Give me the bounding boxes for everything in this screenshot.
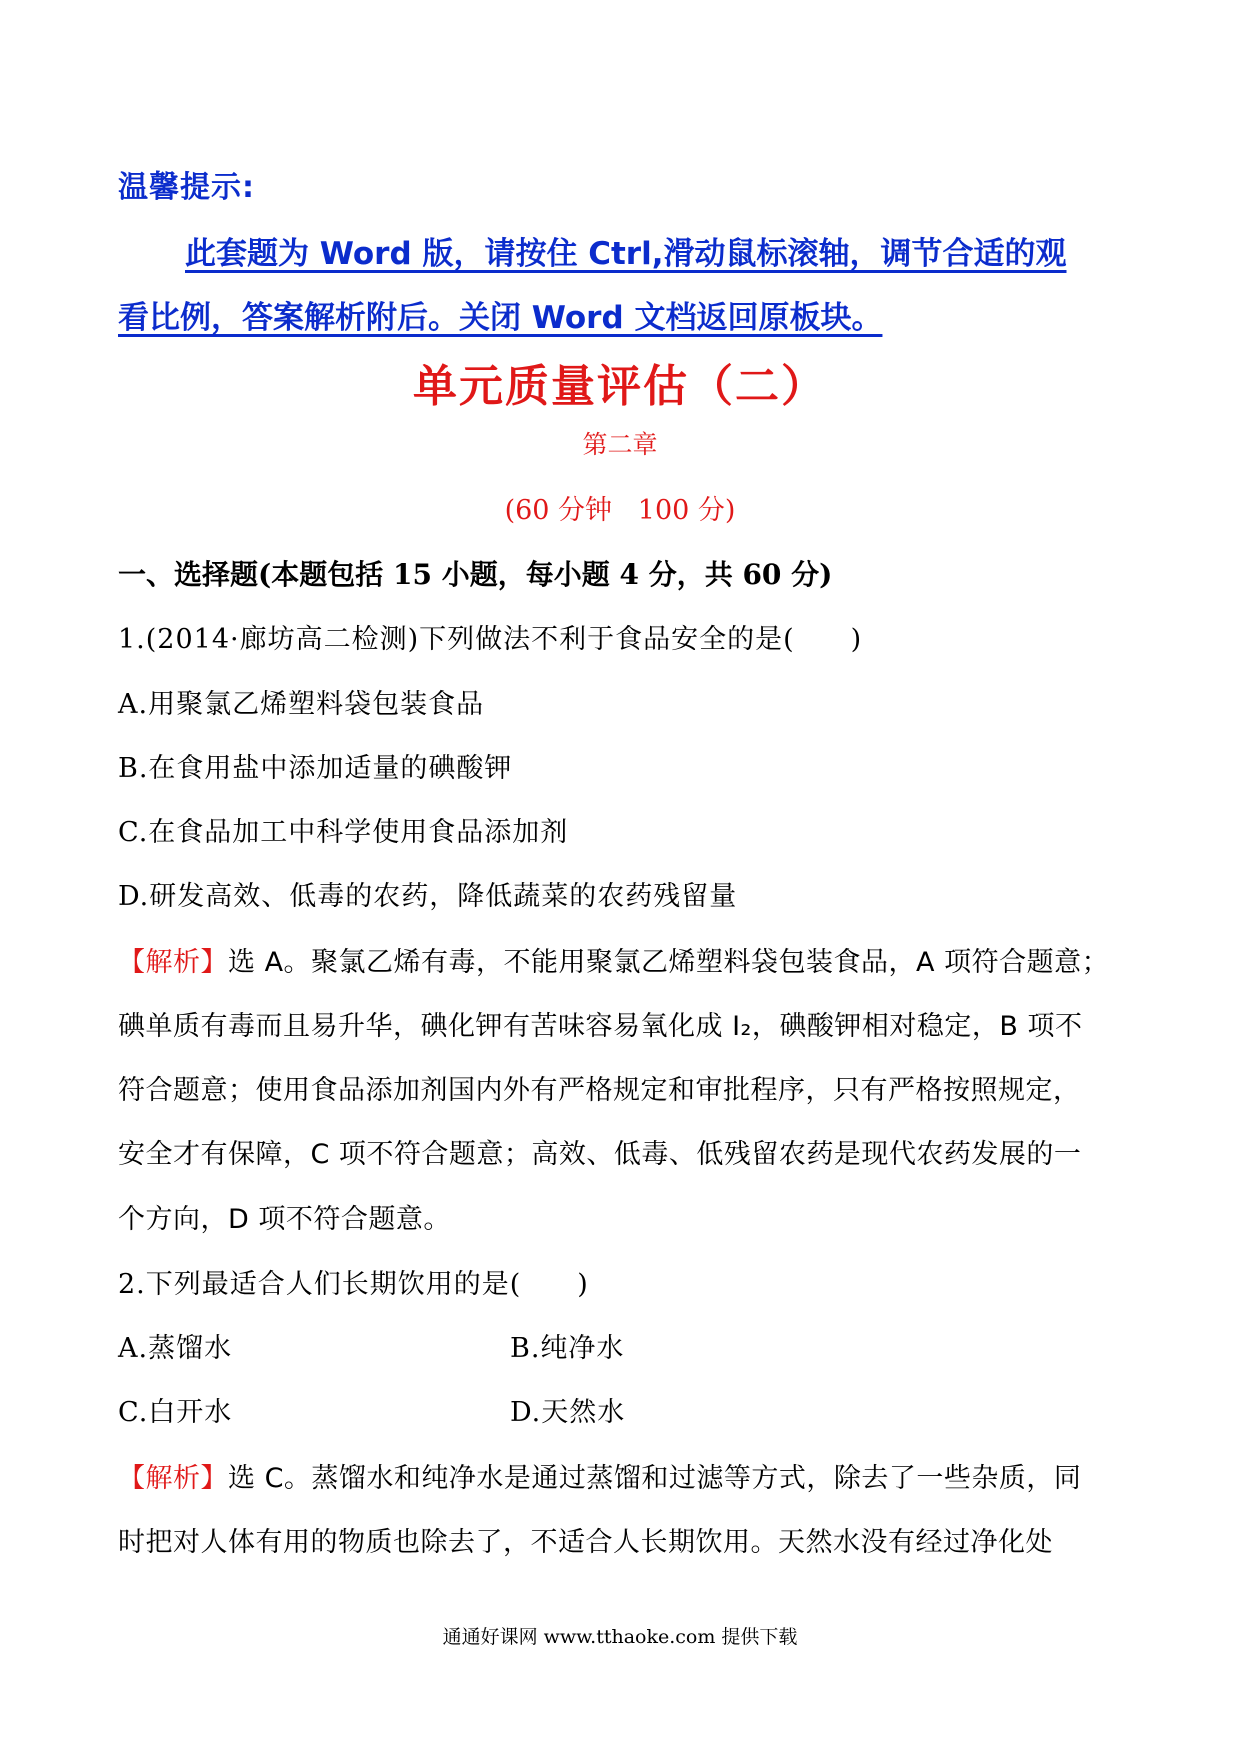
question-2-option-c: C.白开水 [118, 1397, 233, 1428]
footer-text: 通通好课网 www.tthaoke.com 提供下载 [442, 1626, 798, 1648]
question-1-stem: 1.(2014·廊坊高二检测)下列做法不利于食品安全的是( ) [118, 624, 863, 655]
question-1-analysis-line: 符合题意；使用食品添加剂国内外有严格规定和审批程序，只有严格按照规定， [118, 1075, 1081, 1106]
analysis-text: 选 C。蒸馏水和纯净水是通过蒸馏和过滤等方式，除去了一些杂质，同 [228, 1463, 1082, 1494]
question-2-option-b: B.纯净水 [510, 1333, 625, 1364]
question-1-option-b: B.在食用盐中添加适量的碘酸钾 [118, 753, 513, 784]
question-1-analysis-line [118, 940, 1109, 979]
question-2-option-d: D.天然水 [510, 1397, 626, 1428]
analysis-tag: 【解析】 [118, 1463, 228, 1494]
question-2-analysis-line: 时把对人体有用的物质也除去了，不适合人长期饮用。天然水没有经过净化处 [118, 1527, 1053, 1558]
analysis-tag: 【解析】 [118, 947, 228, 978]
question-1-option-a: A.用聚氯乙烯塑料袋包装食品 [118, 689, 485, 720]
tip-title: 温馨提示: [118, 170, 255, 205]
question-2-analysis-line [118, 1456, 1081, 1495]
chapter-label: 第二章 [582, 430, 658, 459]
question-1-option-d: D.研发高效、低毒的农药，降低蔬菜的农药残留量 [118, 881, 738, 912]
tip-line-2: 看比例，答案解析附后。关闭 Word 文档返回原板块。 [118, 300, 883, 336]
question-2-option-a: A.蒸馏水 [118, 1333, 233, 1364]
section-heading: 一、选择题(本题包括 15 小题，每小题 4 分，共 60 分) [118, 558, 833, 591]
question-1-analysis-line: 安全才有保障，C 项不符合题意；高效、低毒、低残留农药是现代农药发展的一 [118, 1139, 1082, 1170]
question-1-analysis-line: 个方向，D 项不符合题意。 [118, 1204, 451, 1235]
question-1-option-c: C.在食品加工中科学使用食品添加剂 [118, 817, 569, 848]
tip-line-1: 此套题为 Word 版，请按住 Ctrl,滑动鼠标滚轴，调节合适的观 [185, 236, 1067, 272]
page-title: 单元质量评估（二） [413, 361, 827, 412]
analysis-text: 选 A。聚氯乙烯有毒，不能用聚氯乙烯塑料袋包装食品，A 项符合题意； [228, 947, 1110, 978]
question-1-analysis-line: 碘单质有毒而且易升华，碘化钾有苦味容易氧化成 I₂，碘酸钾相对稳定，B 项不 [118, 1011, 1083, 1042]
question-2-stem: 2.下列最适合人们长期饮用的是( ) [118, 1269, 589, 1300]
time-score-label: (60 分钟 100 分) [504, 495, 736, 526]
